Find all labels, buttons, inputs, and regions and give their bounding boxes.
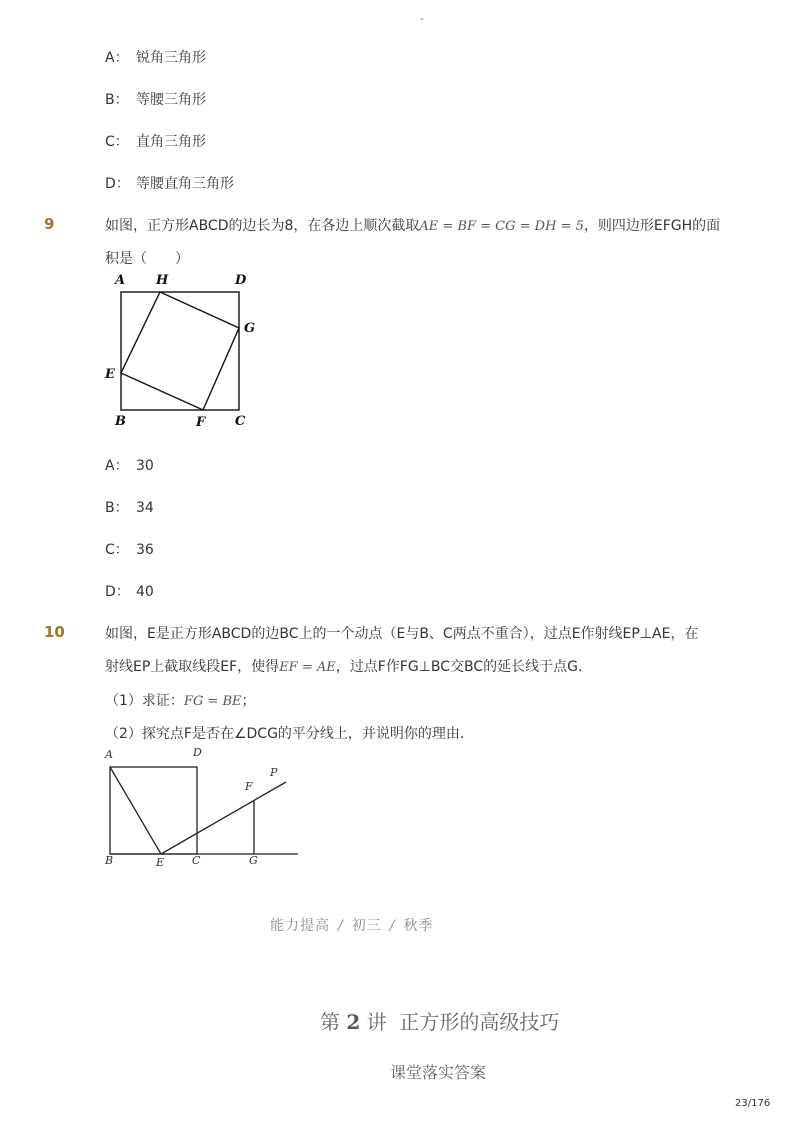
page-number: 23/176 — [735, 1098, 771, 1109]
q10-math: EF = AE — [279, 660, 336, 675]
option-text: 直角三角形 — [136, 134, 206, 150]
label-c: C — [192, 854, 201, 867]
label-d: D — [193, 746, 202, 759]
q8-option-d — [105, 173, 234, 193]
q9-text-b: ，则四边形EFGH的面 — [583, 218, 721, 234]
label-f: F — [196, 415, 206, 430]
option-text: 锐角三角形 — [136, 50, 206, 66]
q8-option-c — [105, 131, 206, 151]
q10-text-line2 — [105, 656, 592, 676]
q9-math: AE = BF = CG = DH = 5 — [419, 219, 584, 234]
footer-sep-2: / — [389, 918, 396, 934]
q9-option-b — [105, 497, 154, 517]
label-a: A — [115, 273, 126, 288]
q10-part1-math: FG = BE — [183, 694, 242, 709]
footer-cat1: 能力提高 — [270, 918, 330, 934]
option-label: C： — [105, 542, 129, 558]
q10-text-a: 射线EP上截取线段EF，使得 — [105, 659, 280, 675]
segment-ae — [110, 767, 161, 854]
footer-sep-1: / — [338, 918, 344, 934]
footer-cat2: 初三 — [351, 918, 382, 934]
q9-option-a — [105, 455, 154, 475]
ray-ep — [161, 782, 286, 854]
label-c: C — [235, 414, 246, 429]
lecture-suffix: 讲 — [366, 1010, 387, 1034]
option-text: 等腰三角形 — [136, 92, 206, 108]
label-e: E — [156, 856, 165, 869]
q9-option-c — [105, 539, 154, 559]
footer-category — [270, 915, 433, 935]
label-b: B — [115, 414, 126, 429]
q10-part1 — [105, 690, 256, 710]
lecture-name: 正方形的高级技巧 — [399, 1010, 560, 1034]
q10-figure — [100, 742, 305, 870]
option-label: D： — [105, 176, 130, 192]
option-label: D： — [105, 584, 130, 600]
option-text: 40 — [136, 584, 154, 600]
option-label: A： — [105, 458, 129, 474]
label-g: G — [244, 321, 256, 336]
q8-option-a — [105, 47, 206, 67]
label-g: G — [249, 854, 258, 867]
q8-option-b — [105, 89, 206, 109]
q10-part1-a: （1）求证： — [105, 693, 184, 709]
option-label: B： — [105, 500, 129, 516]
option-text: 等腰直角三角形 — [136, 176, 234, 192]
label-p: P — [270, 766, 278, 779]
option-text: 36 — [136, 542, 154, 558]
quad-efgh — [121, 292, 239, 410]
q9-option-d — [105, 581, 154, 601]
lecture-number: 2 — [346, 1010, 361, 1034]
square-abcd — [121, 292, 239, 410]
q10-text-b: ，过点F作FG⊥BC交BC的延长线于点G． — [335, 659, 592, 675]
label-b: B — [105, 854, 114, 867]
q9-number: 9 — [44, 215, 55, 233]
q10-part2: （2）探究点F是否在∠DCG的平分线上，并说明你的理由． — [105, 726, 474, 742]
q9-text-line2: 积是（ ） — [105, 251, 189, 267]
q9-figure — [100, 268, 270, 433]
footer-cat3: 秋季 — [403, 918, 434, 934]
q10-number: 10 — [44, 623, 65, 641]
lecture-prefix: 第 — [320, 1010, 340, 1034]
q9-text-line1 — [105, 215, 720, 235]
label-e: E — [105, 367, 115, 382]
q10-part1-b: ； — [241, 693, 256, 709]
label-d: D — [235, 273, 247, 288]
label-a: A — [105, 748, 113, 761]
label-f: F — [245, 780, 253, 793]
option-label: B： — [105, 92, 129, 108]
lecture-title — [320, 1006, 559, 1035]
answer-heading: 课堂落实答案 — [390, 1063, 487, 1082]
option-label: A： — [105, 50, 129, 66]
header-dash: - — [420, 14, 424, 25]
option-text: 34 — [136, 500, 154, 516]
q10-text-line1: 如图，E是正方形ABCD的边BC上的一个动点（E与B、C两点不重合），过点E作射线EP⊥AE，在 — [105, 626, 699, 642]
label-h: H — [156, 273, 169, 288]
q9-text-a: 如图，正方形ABCD的边长为8，在各边上顺次截取 — [105, 218, 420, 234]
option-text: 30 — [136, 458, 154, 474]
option-label: C： — [105, 134, 129, 150]
